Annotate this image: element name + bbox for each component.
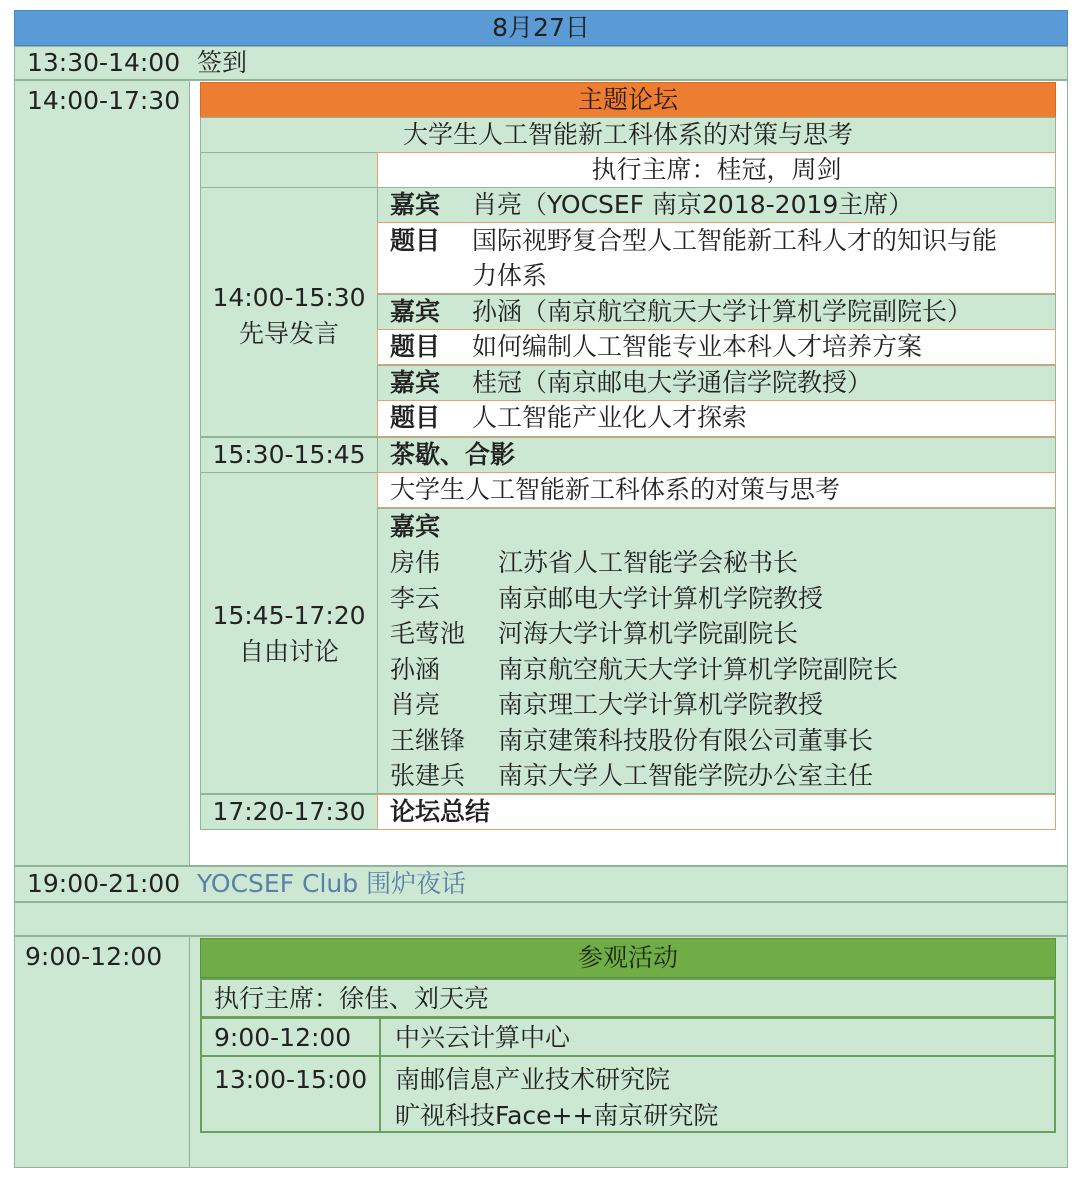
guest-row bbox=[377, 187, 1056, 223]
list-item bbox=[390, 545, 1050, 581]
panelist-name: 李云 bbox=[390, 583, 441, 613]
summary-time-cell bbox=[200, 794, 378, 830]
forum-time-cell bbox=[14, 80, 190, 866]
summary-time: 17:20-17:30 bbox=[212, 797, 366, 826]
panelist-title: 南京大学人工智能学院办公室主任 bbox=[498, 761, 874, 790]
visit-place: 中兴云计算中心 bbox=[395, 1023, 571, 1052]
guests-label: 嘉宾 bbox=[390, 512, 441, 541]
spacer-row bbox=[14, 902, 1068, 936]
guest-label: 嘉宾 bbox=[390, 297, 441, 326]
panelist-name: 孙涵 bbox=[390, 654, 441, 684]
date-header: 8月27日 bbox=[14, 10, 1068, 46]
visit-slot-places bbox=[379, 1017, 1056, 1057]
break-label: 茶歇、合影 bbox=[390, 440, 516, 469]
visit-time: 9:00-12:00 bbox=[25, 942, 163, 971]
discussion-guests bbox=[377, 508, 1056, 794]
guest-name: 桂冠（南京邮电大学通信学院教授） bbox=[472, 368, 873, 397]
break-time-cell bbox=[200, 437, 378, 473]
panelist-name: 毛莺池 bbox=[390, 619, 466, 648]
topic-row bbox=[377, 222, 1056, 294]
checkin-label: 签到 bbox=[197, 48, 248, 77]
topic-text: 如何编制人工智能专业本科人才培养方案 bbox=[472, 332, 923, 361]
panelist-title: 南京建策科技股份有限公司董事长 bbox=[498, 725, 874, 755]
summary-row bbox=[377, 794, 1056, 830]
topic-label: 题目 bbox=[390, 332, 441, 361]
chair-spacer bbox=[200, 152, 378, 188]
panelist-name: 肖亮 bbox=[390, 690, 441, 719]
evening-time: 19:00-21:00 bbox=[27, 869, 181, 898]
topic-label: 题目 bbox=[390, 403, 441, 432]
visit-place: 南邮信息产业技术研究院 bbox=[395, 1065, 671, 1094]
discussion-time-cell bbox=[200, 472, 378, 794]
visit-time-cell bbox=[14, 936, 190, 1168]
forum-chairs: 执行主席：桂冠，周剑 bbox=[377, 152, 1056, 188]
visit-banner: 参观活动 bbox=[200, 938, 1056, 978]
visit-slot-time: 9:00-12:00 bbox=[214, 1023, 352, 1052]
forum-theme: 大学生人工智能新工科体系的对策与思考 bbox=[200, 117, 1056, 153]
panelist-name: 王继锋 bbox=[390, 725, 466, 755]
evening-row bbox=[14, 866, 1068, 902]
checkin-time: 13:30-14:00 bbox=[27, 48, 181, 77]
panelist-title: 河海大学计算机学院副院长 bbox=[498, 619, 799, 648]
guest-label: 嘉宾 bbox=[390, 368, 441, 397]
list-item bbox=[390, 581, 1050, 617]
list-item bbox=[390, 687, 1050, 723]
list-item bbox=[390, 758, 1050, 794]
guest-name: 孙涵（南京航空航天大学计算机学院副院长） bbox=[472, 297, 973, 326]
keynote-time-cell bbox=[200, 187, 378, 437]
panelist-title: 南京理工大学计算机学院教授 bbox=[498, 690, 824, 719]
keynote-name: 先导发言 bbox=[238, 319, 339, 348]
guest-name: 肖亮（YOCSEF 南京2018-2019主席） bbox=[472, 190, 914, 219]
panelist-title: 南京邮电大学计算机学院教授 bbox=[498, 583, 824, 613]
forum-time: 14:00-17:30 bbox=[27, 86, 181, 115]
list-item bbox=[390, 652, 1050, 688]
guest-list bbox=[390, 545, 1050, 794]
guest-row bbox=[377, 365, 1056, 401]
visit-slot-time: 13:00-15:00 bbox=[214, 1065, 368, 1094]
topic-text-continued: 力体系 bbox=[472, 261, 548, 290]
visit-chairs: 执行主席：徐佳、刘天亮 bbox=[200, 978, 1056, 1018]
discussion-topic: 大学生人工智能新工科体系的对策与思考 bbox=[390, 475, 841, 504]
break-time: 15:30-15:45 bbox=[212, 440, 366, 469]
panelist-title: 江苏省人工智能学会秘书长 bbox=[498, 548, 799, 577]
visit-slot-time-cell bbox=[200, 1055, 381, 1133]
discussion-topic-row bbox=[377, 472, 1056, 508]
discussion-name: 自由讨论 bbox=[238, 637, 339, 666]
visit-slot-places bbox=[379, 1055, 1056, 1133]
panelist-title: 南京航空航天大学计算机学院副院长 bbox=[498, 654, 899, 684]
evening-label: YOCSEF Club 围炉夜话 bbox=[197, 869, 467, 898]
visit-place: 旷视科技Face++南京研究院 bbox=[395, 1101, 719, 1130]
topic-text: 国际视野复合型人工智能新工科人才的知识与能 bbox=[472, 226, 998, 255]
topic-row bbox=[377, 400, 1056, 437]
list-item bbox=[390, 616, 1050, 652]
discussion-time: 15:45-17:20 bbox=[212, 601, 366, 630]
panelist-name: 房伟 bbox=[390, 548, 441, 577]
guest-label: 嘉宾 bbox=[390, 190, 441, 219]
guest-row bbox=[377, 294, 1056, 330]
list-item bbox=[390, 723, 1050, 759]
visit-slot-time-cell bbox=[200, 1017, 381, 1057]
forum-banner: 主题论坛 bbox=[200, 82, 1056, 118]
checkin-row bbox=[14, 46, 1068, 80]
break-row bbox=[377, 437, 1056, 473]
topic-text: 人工智能产业化人才探索 bbox=[472, 403, 748, 432]
panelist-name: 张建兵 bbox=[390, 761, 466, 790]
topic-row bbox=[377, 329, 1056, 365]
topic-label: 题目 bbox=[390, 226, 441, 255]
summary-label: 论坛总结 bbox=[390, 797, 491, 826]
keynote-time: 14:00-15:30 bbox=[212, 283, 366, 312]
